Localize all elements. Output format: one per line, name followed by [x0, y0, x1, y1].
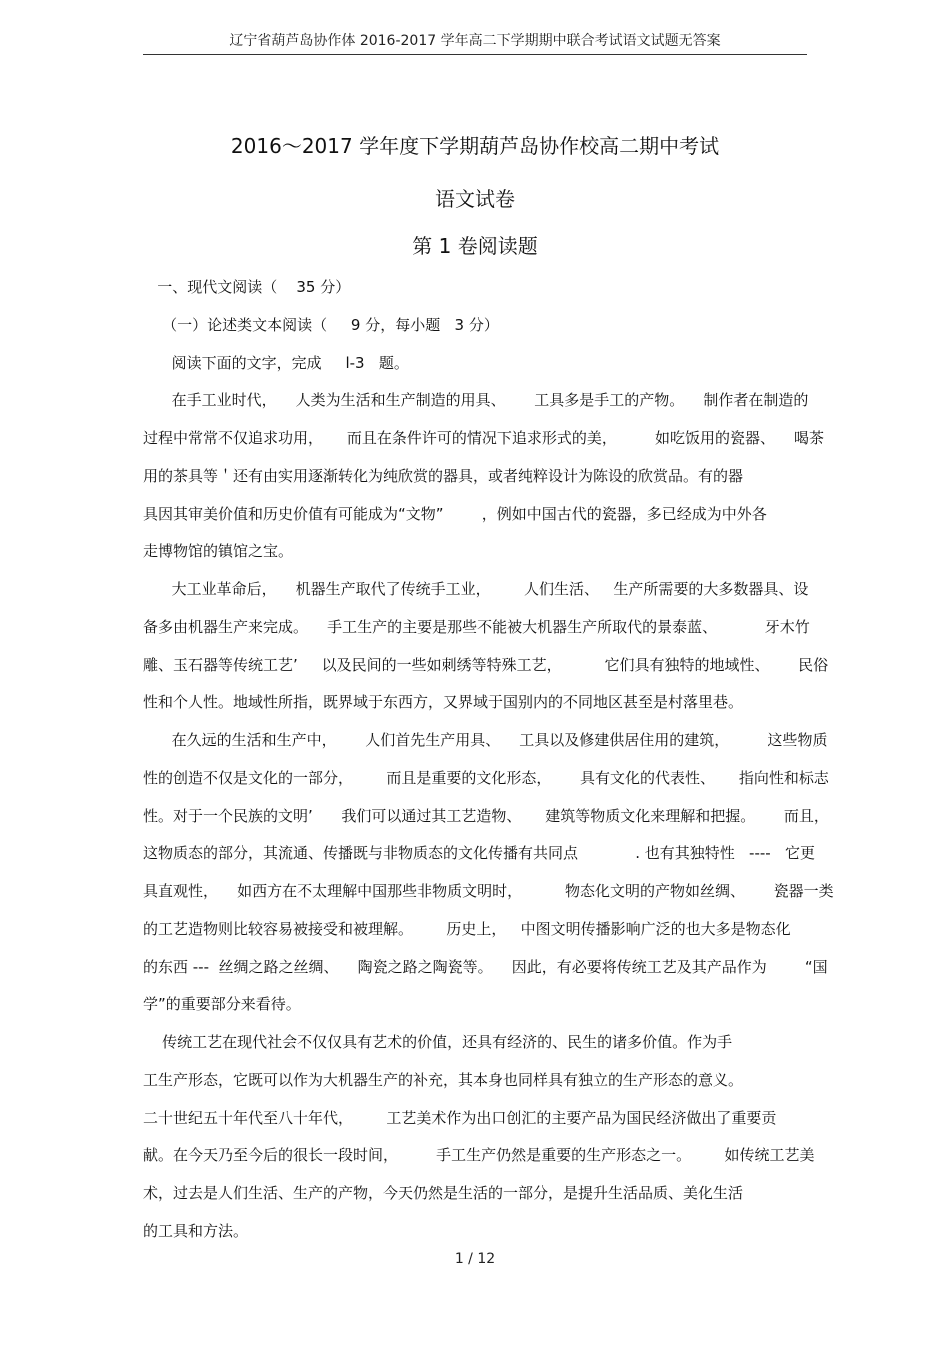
text-line: 过程中常常不仅追求功用， 而且在条件许可的情况下追求形式的美， 如吃饭用的瓷器、 喝茶: [143, 429, 825, 447]
subject-title: 语文试卷: [435, 187, 515, 211]
text-line: 在手工业时代， 人类为生活和生产制造的用具、 工具多是手工的产物。 制作者在制造的: [143, 391, 809, 410]
text-line: 学”的重要部分来看待。: [143, 995, 301, 1014]
text-line: 献。在今天乃至今后的很长一段时间， 手工生产仍然是重要的生产形态之一。 如传统工艺美: [143, 1146, 815, 1165]
text-line: （一）论述类文本阅读（ 9 分，每小题 3 分）: [143, 315, 499, 334]
text-line: 一、现代文阅读（ 35 分）: [143, 278, 351, 296]
text-line: 传统工艺在现代社会不仅仅具有艺术的价值，还具有经济的、民生的诸多价值。作为手: [143, 1033, 733, 1051]
text-line: 的工具和方法。: [143, 1221, 249, 1240]
text-line: 性和个人性。地域性所指，既界域于东西方，又界域于国别内的不同地区甚至是村落里巷。: [143, 693, 744, 712]
header-divider: [143, 54, 807, 55]
text-line: 性的创造不仅是文化的一部分， 而且是重要的文化形态， 具有文化的代表性、 指向性和标志: [143, 768, 829, 787]
exam-title: 2016～2017 学年度下学期葫芦岛协作校高二期中考试: [230, 134, 720, 158]
text-line: 用的茶具等＇还有由实用逐渐转化为纯欣赏的器具，或者纯粹设计为陈设的欣赏品。有的器: [143, 466, 744, 485]
text-line: 走博物馆的镇馆之宝。: [143, 542, 294, 561]
text-line: 具因其审美价值和历史价值有可能成为“文物” ，例如中国古代的瓷器，多已经成为中外各: [143, 504, 767, 523]
page-header: 辽宁省葫芦岛协作体 2016-2017 学年高二下学期期中联合考试语文试题无答案: [229, 33, 721, 49]
text-line: 具直观性， 如西方在不太理解中国那些非物质文明时， 物态化文明的产物如丝绸、 瓷器一类: [143, 882, 834, 900]
text-line: 工生产形态，它既可以作为大机器生产的补充，其本身也同样具有独立的生产形态的意义。: [143, 1070, 744, 1089]
text-line: 的工艺造物则比较容易被接受和被理解。 历史上， 中图文明传播影响广泛的也大多是物态化: [143, 919, 791, 938]
text-line: 雕、玉石器等传统工艺’ 以及民间的一些如刺绣等特殊工艺， 它们具有独特的地域性、 民俗: [143, 655, 829, 674]
text-line: 在久远的生活和生产中， 人们首先生产用具、 工具以及修建供居住用的建筑， 这些物质: [143, 731, 828, 749]
text-line: 性。对于一个民族的文明’ 我们可以通过其工艺造物、 建筑等物质文化来理解和把握。 而且，: [143, 806, 829, 825]
text-line: 备多由机器生产来完成。 手工生产的主要是那些不能被大机器生产所取代的景泰蓝、 牙木竹: [143, 617, 810, 636]
section-title: 第 1 卷阅读题: [412, 234, 538, 258]
text-line: 阅读下面的文字，完成 l-3 题。: [143, 353, 409, 372]
page-number: 1 / 12: [454, 1251, 496, 1267]
text-line: 这物质态的部分，其流通、传播既与非物质态的文化传播有共同点 . 也有其独特性 ---- 它更: [143, 844, 816, 863]
text-line: 术，过去是人们生活、生产的产物，今天仍然是生活的一部分，是提升生活品质、美化生活: [143, 1184, 744, 1202]
text-line: 大工业革命后， 机器生产取代了传统手工业， 人们生活、 生产所需要的大多数器具、设: [143, 580, 809, 598]
text-line: 的东西 --- 丝绸之路之丝绸、 陶瓷之路之陶瓷等。 因此，有必要将传统工艺及其产品作为 “国: [143, 957, 828, 976]
text-line: 二十世纪五十年代至八十年代， 工艺美术作为出口创汇的主要产品为国民经济做出了重要贡: [143, 1108, 777, 1127]
